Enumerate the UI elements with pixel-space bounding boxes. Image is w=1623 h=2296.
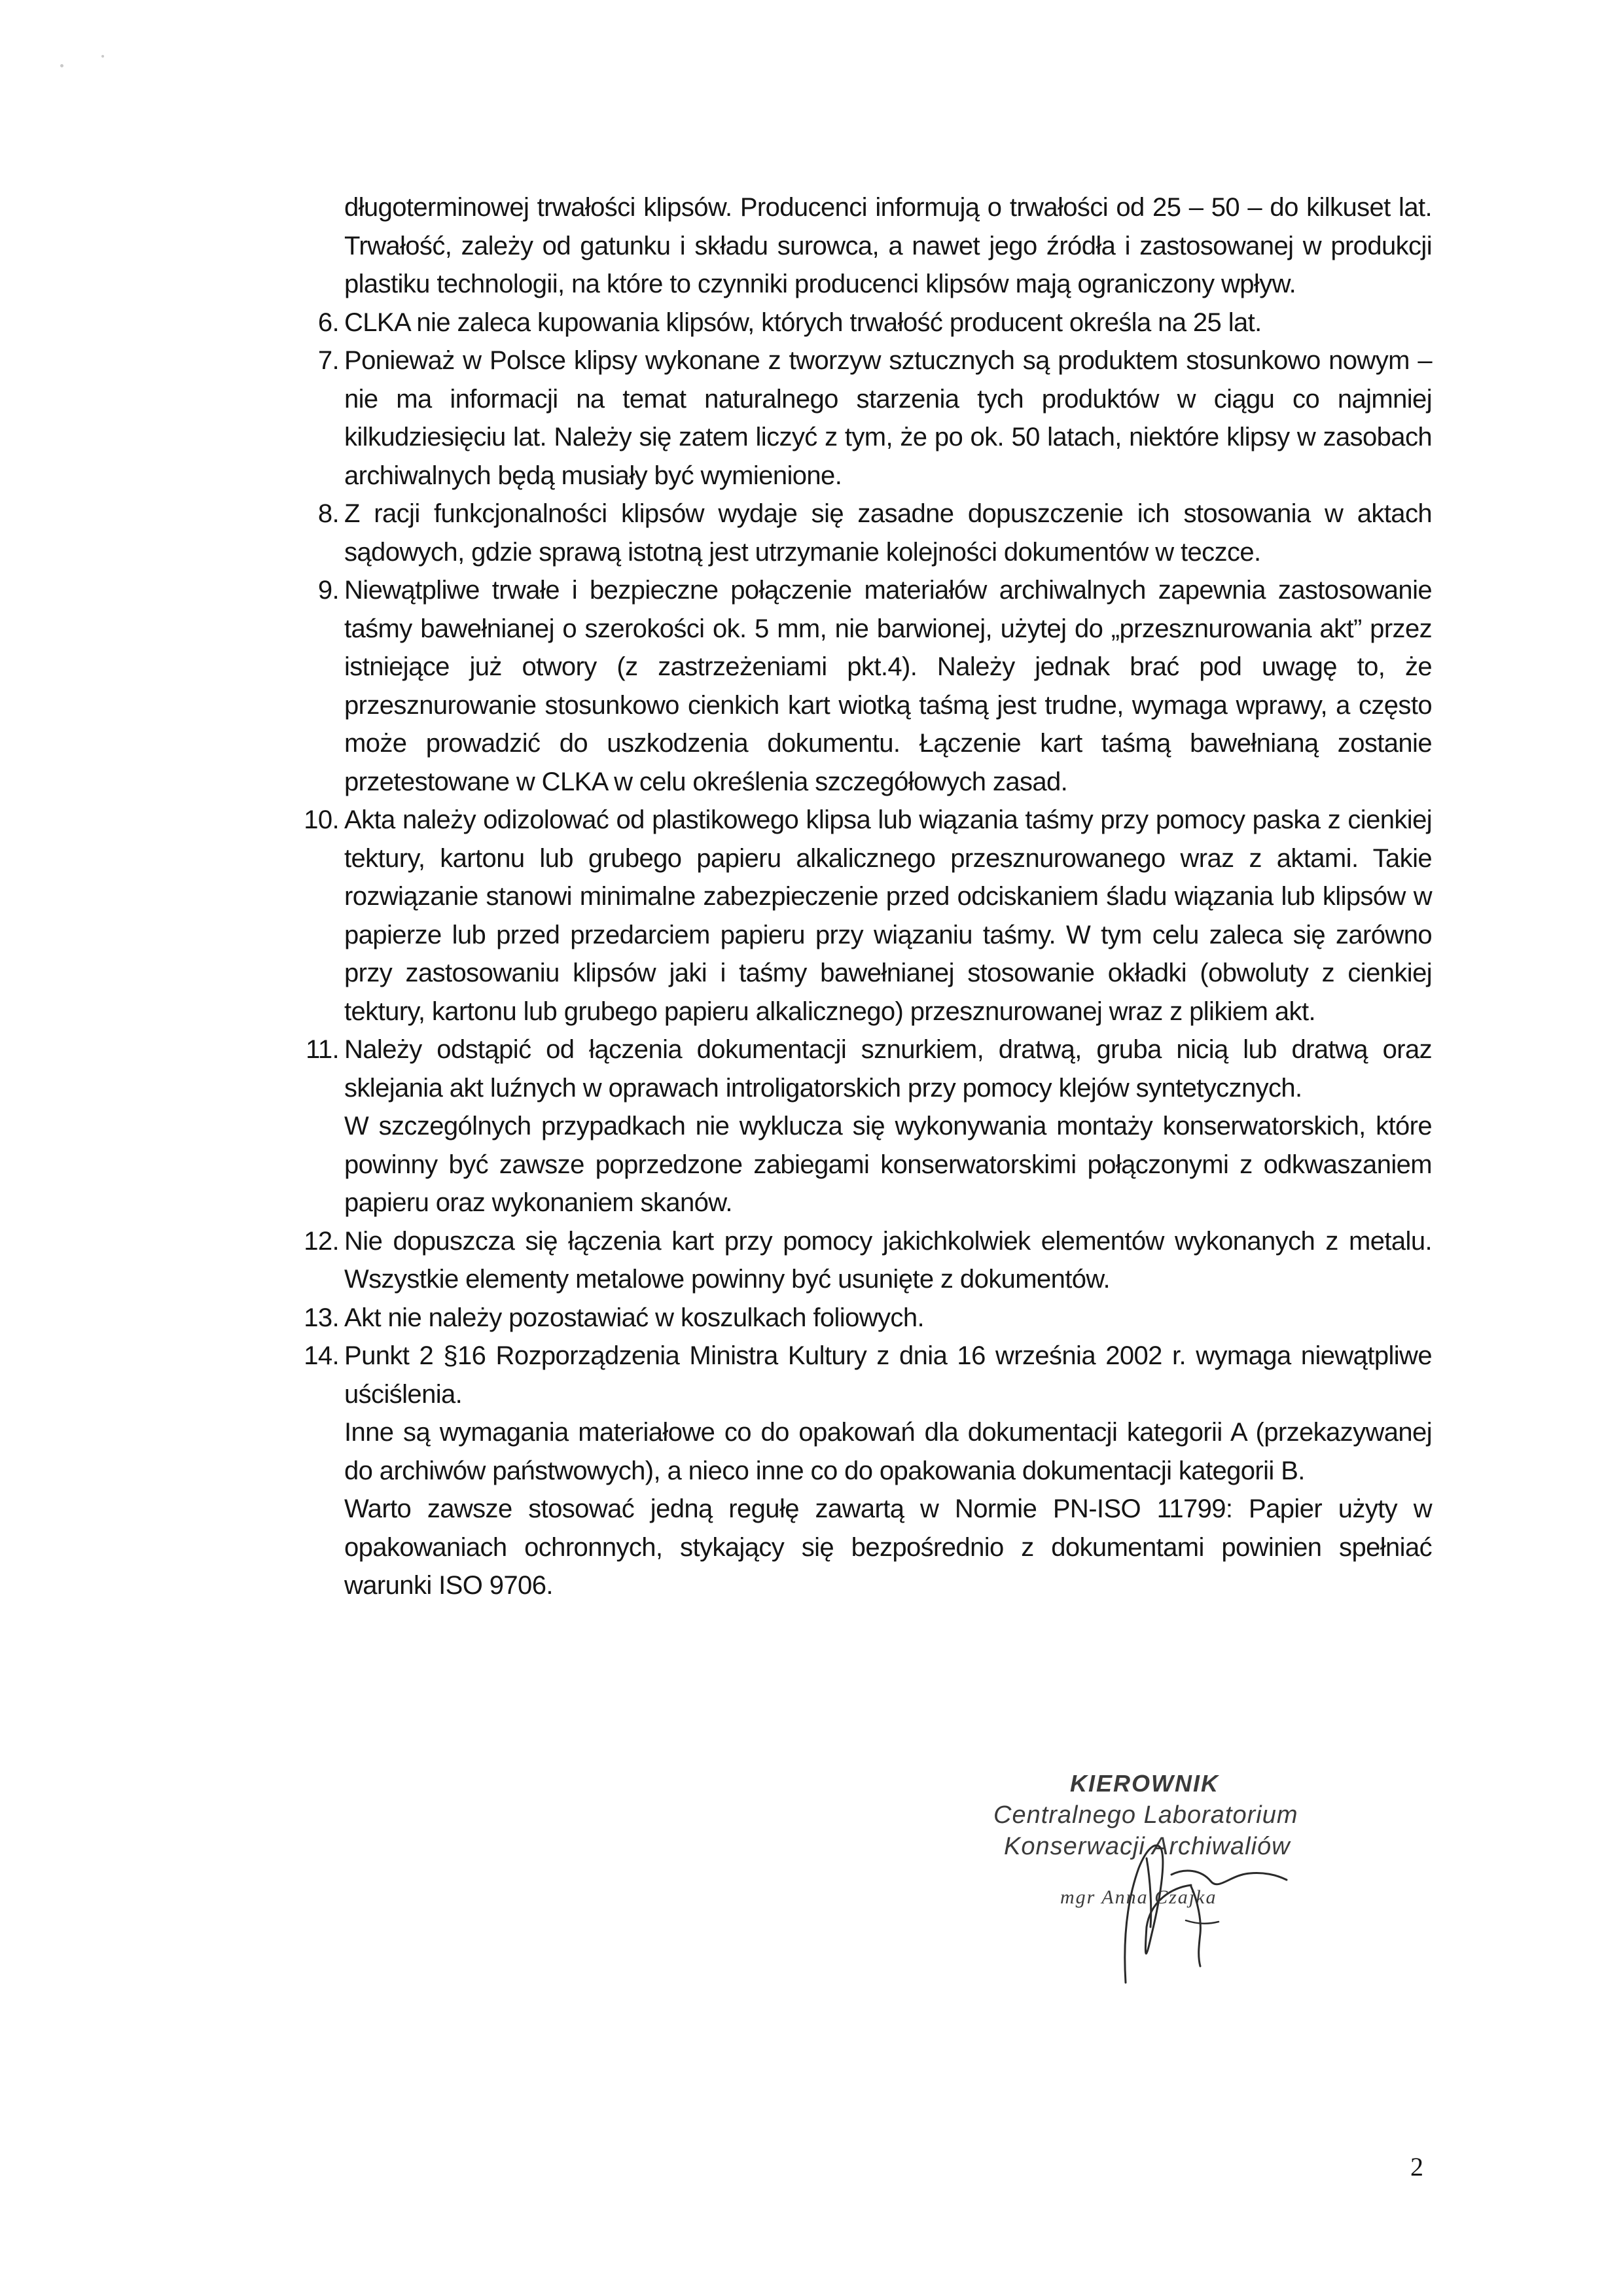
list-item-text: Należy odstąpić od łączenia dokumentacji sznurkiem, dratwą, gruba nicią lub dratwą oraz sklejania akt luźnych w oprawach introligatorskich przy pomocy klejów syntetycznych. xyxy=(344,1035,1432,1103)
list-item xyxy=(293,495,1432,571)
list-item-text: Niewątpliwe trwałe i bezpieczne połączenie materiałów archiwalnych zapewnia zastosowanie taśmy bawełnianej o szerokości ok. 5 mm, nie barwionej, użytej do „przesznurowania akt” przez istniejące już otwory (z zastrzeżeniami pkt.4). Należy jednak brać pod uwagę to, że przesznurowanie stosunkowo cienkich kart wiotką taśmą jest trudne, wymaga wprawy, a często może prowadzić do uszkodzenia dokumentu. Łączenie kart taśmą bawełnianą zostanie przetestowane w CLKA w celu określenia szczegółowych zasad. xyxy=(344,576,1432,796)
body-text xyxy=(293,188,1432,1605)
list-item-text: Inne są wymagania materiałowe co do opakowań dla dokumentacji kategorii A (przekazywanej do archiwów państwowych), a nieco inne co do opakowania dokumentacji kategorii B. xyxy=(344,1418,1432,1485)
list-item-number: 10. xyxy=(304,805,339,834)
stamp-title: KIEROWNIK xyxy=(1070,1770,1219,1797)
list-item-text: Punkt 2 §16 Rozporządzenia Ministra Kultury z dnia 16 września 2002 r. wymaga niewątpliwe uściślenia. xyxy=(344,1341,1432,1409)
list-item xyxy=(293,1337,1432,1605)
intro-paragraph: długoterminowej trwałości klipsów. Producenci informują o trwałości od 25 – 50 – do kilkuset lat. Trwałość, zależy od gatunku i składu surowca, a nawet jego źródła i zastosowanej w produkcji plastiku technologii, na które to czynniki producenci klipsów mają ograniczony wpływ. xyxy=(344,193,1432,298)
stamp-name: mgr Anna Czajka xyxy=(1060,1886,1217,1908)
handwritten-signature xyxy=(975,1770,1381,1986)
numbered-list xyxy=(293,304,1432,1605)
list-item-number: 11. xyxy=(306,1035,339,1064)
official-stamp xyxy=(975,1770,1381,1986)
scan-speck xyxy=(101,55,104,58)
page-number: 2 xyxy=(1410,2152,1423,2181)
list-item-text: W szczególnych przypadkach nie wyklucza się wykonywania montaży konserwatorskich, które powinny być zawsze poprzedzone zabiegami konserwatorskimi połączonymi z odkwaszaniem papieru oraz wykonaniem skanów. xyxy=(344,1112,1432,1217)
stamp-line-conservation: Konserwacji Archiwaliów xyxy=(1004,1833,1291,1860)
list-item-text: Akta należy odizolować od plastikowego klipsa lub wiązania taśmy przy pomocy paska z cienkiej tektury, kartonu lub grubego papieru alkalicznego przesznurowanego wraz z aktami. Takie rozwiązanie stanowi minimalne zabezpieczenie przed odciskaniem śladu wiązania lub klipsów w papierze lub przed przedarciem papieru przy wiązaniu taśmy. W tym celu zaleca się zarówno przy zastosowaniu klipsów jaki i taśmy bawełnianej stosowanie okładki (obwoluty z cienkiej tektury, kartonu lub grubego papieru alkalicznego) przesznurowanej wraz z plikiem akt. xyxy=(344,805,1432,1026)
list-item-number: 6. xyxy=(317,308,339,337)
list-item-number: 7. xyxy=(317,346,339,375)
list-item xyxy=(293,801,1432,1031)
list-item-text: CLKA nie zaleca kupowania klipsów, których trwałość producent określa na 25 lat. xyxy=(344,308,1262,337)
list-item xyxy=(293,342,1432,495)
list-item-text: Ponieważ w Polsce klipsy wykonane z tworzyw sztucznych są produktem stosunkowo nowym – nie ma informacji na temat naturalnego starzenia tych produktów w ciągu co najmniej kilkudziesięciu lat. Należy się zatem liczyć z tym, że po ok. 50 latach, niektóre klipsy w zasobach archiwalnych będą musiały być wymienione. xyxy=(344,346,1432,490)
list-item xyxy=(293,304,1432,342)
list-item-number: 13. xyxy=(304,1303,339,1332)
list-item-number: 14. xyxy=(304,1341,339,1370)
list-item xyxy=(293,1031,1432,1222)
list-item-text: Z racji funkcjonalności klipsów wydaje się zasadne dopuszczenie ich stosowania w aktach sądowych, gdzie sprawą istotną jest utrzymanie kolejności dokumentów w teczce. xyxy=(344,499,1432,567)
list-item xyxy=(293,1299,1432,1337)
list-item-number: 9. xyxy=(317,576,339,605)
list-item xyxy=(293,571,1432,801)
scan-speck xyxy=(60,64,63,67)
stamp-line-laboratory: Centralnego Laboratorium xyxy=(993,1801,1298,1829)
list-item-number: 8. xyxy=(317,499,339,528)
list-item-text: Nie dopuszcza się łączenia kart przy pomocy jakichkolwiek elementów wykonanych z metalu. Wszystkie elementy metalowe powinny być usunięte z dokumentów. xyxy=(344,1226,1432,1294)
list-item-number: 12. xyxy=(304,1226,339,1256)
list-item xyxy=(293,1222,1432,1299)
list-item-text: Akt nie należy pozostawiać w koszulkach foliowych. xyxy=(344,1303,924,1332)
list-item-text: Warto zawsze stosować jedną regułę zawartą w Normie PN-ISO 11799: Papier użyty w opakowaniach ochronnych, stykający się bezpośrednio z dokumentami powinien spełniać warunki ISO 9706. xyxy=(344,1494,1432,1600)
